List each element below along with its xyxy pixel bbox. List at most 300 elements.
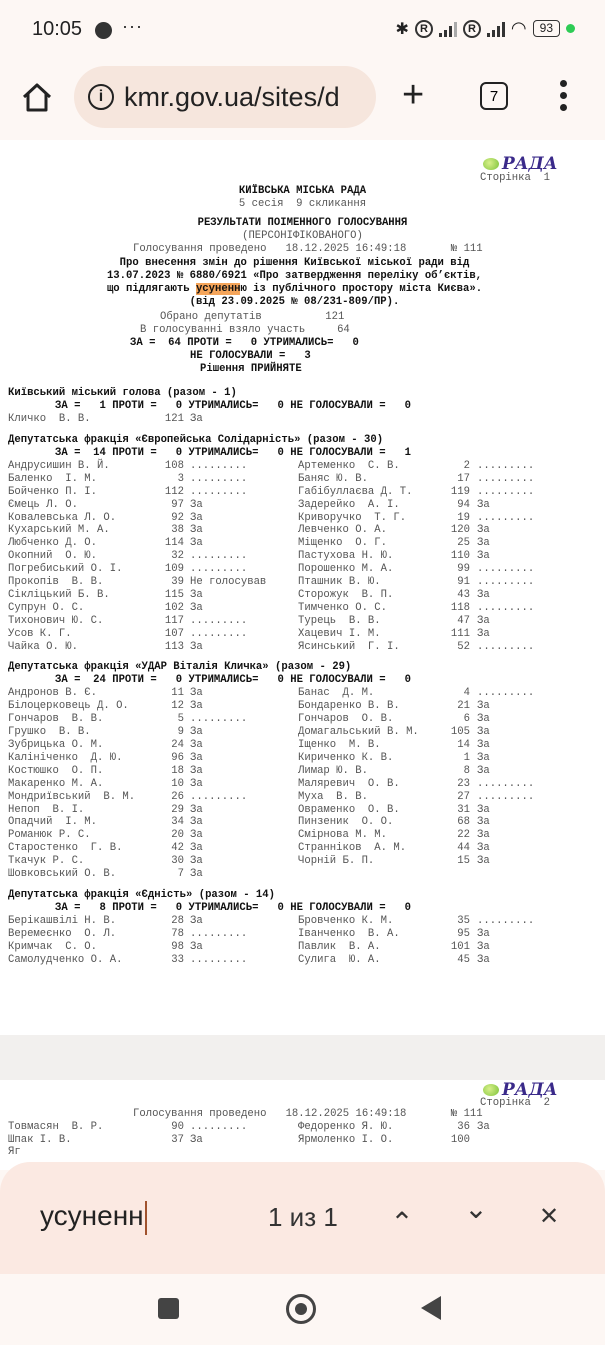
deputy-name: Зубрицька О. М. [8,739,104,751]
table-row [0,602,605,615]
table-row [0,928,605,941]
topic-line-4: (від 23.09.2025 № 08/231-809/ПР). [189,296,400,308]
deputy-vote-status: За [477,627,490,640]
table-row [0,804,605,817]
deputy-vote-number: 110 [450,550,470,563]
deputy-vote-number: 121 [164,413,184,425]
deputy-vote-status: За [190,413,203,425]
table-row [0,486,605,499]
deputy-vote-status: За [477,803,490,816]
deputy-vote-number: 12 [171,700,184,713]
deputy-vote-number: 47 [457,614,470,627]
deputy-vote-status: ......... [477,472,535,485]
participated-count: В голосуванні взяло участь 64 [140,324,350,336]
new-tab-button[interactable]: + [402,74,425,116]
deputy-name: Андрусишин В. Й. [8,459,110,472]
deputy-name: Ярмоленко І. О. [298,1133,394,1146]
deputy-vote-number: 95 [457,927,470,940]
table-row [0,499,605,512]
deputy-vote-number: 68 [457,816,470,829]
table-row [0,413,605,426]
table-row [0,512,605,525]
table-row [0,752,605,765]
deputy-vote-number: 99 [457,563,470,576]
deputy-vote-status: За [477,614,490,627]
topic-line-2: 13.07.2023 № 6880/6921 «Про затвердження переліку об’єктів, [106,270,483,282]
table-row [0,915,605,928]
deputy-vote-status: За [190,842,203,855]
deputy-vote-number: 91 [457,576,470,588]
deputy-vote-number: 118 [450,601,470,614]
deputy-vote-number: 32 [171,550,184,563]
deputy-name: Тимченко О. С. [298,601,388,614]
deputy-vote-status: ......... [477,777,535,790]
faction-summary: ЗА = 1 ПРОТИ = 0 УТРИМАЛИСЬ= 0 НЕ ГОЛОСУВАЛИ = 0 [55,400,412,412]
table-row [0,778,605,791]
deputy-vote-status: За [477,524,490,537]
deputy-vote-status: За [477,713,490,726]
page-break [0,1035,605,1080]
deputy-name: Погребиський О. І. [8,563,123,576]
deputy-name: Шовковський О. В. [8,868,117,880]
deputy-name: Костюшко О. П. [8,764,104,777]
deputy-vote-status: За [190,524,203,537]
session: 5 сесія 9 скликання [238,198,367,210]
deputy-name: Тихонович Ю. С. [8,614,104,627]
deputy-vote-status: За [190,700,203,713]
table-row [0,855,605,868]
deputy-vote-number: 3 [177,472,184,485]
deputy-vote-number: 20 [171,829,184,842]
deputy-vote-status: За [477,550,490,563]
deputy-vote-number: 44 [457,842,470,855]
deputy-vote-number: 100 [450,1133,470,1146]
deputy-vote-status: За [190,816,203,829]
deputy-name: Кримчак С. О. [8,940,98,953]
deputy-vote-status: За [190,739,203,751]
table-row [0,537,605,550]
deputy-name: Кириченко К. В. [298,751,394,764]
deputy-name: Калініченко Д. Ю. [8,751,123,764]
deputy-vote-number: 25 [457,537,470,550]
faction-title: Депутатська фракція «Європейська Солідарність» (разом - 30) [8,433,384,446]
deputy-vote-status: ......... [477,576,535,588]
deputy-vote-number: 15 [457,855,470,868]
deputy-vote-number: 30 [171,855,184,868]
find-query: усуненн [40,1200,144,1231]
doc-subtitle: (ПЕРСОНІФІКОВАНОГО) [242,230,363,242]
deputy-vote-number: 96 [171,751,184,764]
deputy-vote-number: 14 [457,739,470,751]
deputy-name: Пташник В. Ю. [298,576,381,588]
deputy-vote-status: ......... [190,1121,248,1133]
deputy-name: Задерейко А. І. [298,498,400,511]
match-count: 1 из 1 [268,1202,338,1232]
back-button[interactable] [421,1296,441,1320]
deputy-vote-number: 90 [171,1121,184,1133]
faction-title: Депутатська фракція «Єдність» (разом - 14) [8,888,276,901]
deputy-vote-status: За [477,855,490,868]
deputy-vote-number: 23 [457,777,470,790]
deputy-vote-status: ......... [190,472,248,485]
deputy-name: Кухарський М. А. [8,524,110,537]
deputy-name: Сторожук В. П. [298,588,394,601]
clock: 10:05 [32,18,83,40]
deputy-vote-number: 31 [457,803,470,816]
table-row [0,460,605,473]
deputy-vote-number: 29 [171,803,184,816]
deputy-name: Артеменко С. В. [298,459,400,472]
deputy-name: Шпак І. В. [8,1133,72,1146]
table-row [0,954,605,967]
deputy-vote-status: За [190,803,203,816]
deputy-vote-status: За [190,537,203,550]
deputy-vote-status: За [190,868,203,880]
deputy-vote-status: За [477,842,490,855]
deputy-vote-status: ......... [190,563,248,576]
deputy-vote-number: 52 [457,640,470,653]
deputy-name: Опадчий І. М. [8,816,98,829]
deputy-name: Андронов В. Є. [8,687,98,700]
table-row [0,868,605,881]
url-text: kmr.gov.ua/sites/d [124,81,340,112]
deputy-name: Самолудченко О. А. [8,953,123,966]
topic-line-3 [0,283,597,295]
deputy-vote-number: 119 [450,485,470,498]
table-row [0,941,605,954]
text-caret [145,1201,147,1235]
deputy-vote-number: 4 [463,687,470,700]
deputy-vote-number: 6 [463,713,470,726]
deputy-vote-number: 10 [171,777,184,790]
not-voted-total: НЕ ГОЛОСУВАЛИ = 3 [190,350,311,362]
browser-toolbar [0,62,605,138]
deputy-vote-status: ......... [190,627,248,640]
deputy-name: Турець В. В. [298,614,381,627]
deputy-vote-status: ......... [190,790,248,803]
bluetooth-icon: ✱ [395,20,409,38]
deputy-vote-number: 19 [457,511,470,524]
deputy-vote-number: 108 [164,459,184,472]
deputy-name: Чорній Б. П. [298,855,375,868]
deputy-name: Маляревич О. В. [298,777,400,790]
table-row [0,641,605,654]
deputy-vote-number: 109 [164,563,184,576]
table-row [0,713,605,726]
deputy-name: Непоп В. І. [8,803,85,816]
deputy-vote-status: За [477,953,490,966]
deputy-name: Романюк Р. С. [8,829,91,842]
deputy-vote-number: 2 [463,459,470,472]
deputy-vote-number: 120 [450,524,470,537]
search-highlight: усуненн [195,283,241,295]
deputy-vote-status: ......... [190,927,248,940]
faction-summary: ЗА = 24 ПРОТИ = 0 УТРИМАЛИСЬ= 0 НЕ ГОЛОСУВАЛИ = 0 [55,674,412,687]
find-input[interactable] [40,1200,147,1235]
page-number: Сторінка 1 [480,172,550,184]
deputy-vote-number: 112 [164,485,184,498]
deputy-vote-status: За [190,1133,203,1146]
deputy-vote-status: За [190,687,203,700]
faction-summary: ЗА = 8 ПРОТИ = 0 УТРИМАЛИСЬ= 0 НЕ ГОЛОСУВАЛИ = 0 [55,901,412,914]
elected-count: Обрано депутатів 121 [160,311,345,323]
messenger-icon [95,22,112,39]
deputy-name: Гончаров В. В. [8,713,104,726]
deputy-vote-status: За [190,940,203,953]
page-number: Сторінка 2 [480,1097,550,1109]
battery-icon: 93 [533,20,560,37]
org-name: КИЇВСЬКА МІСЬКА РАДА [238,185,367,197]
deputy-name: Іванченко В. А. [298,927,400,940]
deputy-vote-status: ......... [477,459,535,472]
decision: Рішення ПРИЙНЯТЕ [200,363,302,375]
signal-icon-2 [487,21,505,37]
table-row [0,550,605,563]
deputy-name: Федоренко Я. Ю. [298,1121,394,1133]
deputy-name: Порошенко М. А. [298,563,394,576]
deputy-name: Домагальський В. М. [298,726,419,739]
deputy-name: Баленко І. М. [8,472,98,485]
roaming-icon-2: R [463,20,481,38]
system-nav-bar [0,1274,605,1345]
deputy-name: Ясинський Г. І. [298,640,400,653]
deputy-vote-number: 114 [164,537,184,550]
deputy-name: Сікліцький Б. В. [8,588,110,601]
table-row [0,700,605,713]
tab-switcher-button[interactable]: 7 [480,82,508,110]
deputy-vote-number: 105 [450,726,470,739]
deputy-vote-number: 7 [177,868,184,880]
deputy-vote-status: За [477,739,490,751]
deputy-name: Пинзеник О. О. [298,816,394,829]
table-row [0,829,605,842]
deputy-vote-number: 115 [164,588,184,601]
deputy-name: Странніков А. М. [298,842,407,855]
deputy-vote-number: 78 [171,927,184,940]
deputy-vote-number: 33 [171,953,184,966]
status-bar [0,0,605,62]
deputy-vote-number: 98 [171,940,184,953]
vote-info: Голосування проведено 18.12.2025 16:49:18 № 111 [133,1108,483,1120]
deputy-vote-status: ......... [477,640,535,653]
deputy-name: Бойченко П. І. [8,485,98,498]
table-row [0,589,605,602]
deputy-vote-number: 21 [457,700,470,713]
deputy-name: Прокопів В. В. [8,576,104,588]
deputy-name: Міщенко О. Г. [298,537,388,550]
deputy-name: Овраменко О. В. [298,803,400,816]
deputy-name: Товмасян В. Р. [8,1121,104,1133]
deputy-name: Лимар Ю. В. [298,764,368,777]
deputy-name: Супрун О. С. [8,601,85,614]
deputy-name: Бондаренко В. В. [298,700,400,713]
faction-title: Київський міський голова (разом - 1) [8,387,237,399]
deputy-name: Гончаров О. В. [298,713,394,726]
deputy-vote-number: 22 [457,829,470,842]
deputy-vote-number: 26 [171,790,184,803]
deputy-vote-status: За [477,829,490,842]
deputy-vote-number: 107 [164,627,184,640]
next-match-button[interactable]: ⌄ [464,1193,488,1224]
deputy-name: Мондриївський В. М. [8,790,136,803]
deputy-name: Пастухова Н. Ю. [298,550,394,563]
deputy-name: Веремеєнко О. Л. [8,927,117,940]
deputy-vote-status: За [477,816,490,829]
deputy-vote-status: Не голосував [190,576,267,588]
deputy-vote-number: 36 [457,1121,470,1133]
table-row [0,765,605,778]
document-page-1 [0,140,605,1035]
deputy-name: Кличко В. В. [8,413,91,425]
rada-logo: РАДА [483,154,558,174]
deputy-vote-status: За [190,777,203,790]
topic-line-1: Про внесення змін до рішення Київської міської ради від [119,257,470,269]
recents-button[interactable] [158,1298,179,1319]
deputy-vote-status: За [477,927,490,940]
home-button[interactable] [286,1294,316,1324]
deputy-vote-status: ......... [190,459,248,472]
totals: ЗА = 64 ПРОТИ = 0 УТРИМАЛИСЬ= 0 [130,337,359,349]
table-row [0,791,605,804]
faction-summary: ЗА = 14 ПРОТИ = 0 УТРИМАЛИСЬ= 0 НЕ ГОЛОСУВАЛИ = 1 [55,446,412,459]
table-row [0,1121,605,1134]
menu-button[interactable] [560,80,568,116]
table-row [0,473,605,486]
deputy-vote-status: За [477,751,490,764]
deputy-vote-status: ......... [477,687,535,700]
deputy-name: Ковалевська Л. О. [8,511,117,524]
privacy-indicator-icon [566,24,575,33]
deputy-vote-number: 39 [171,576,184,588]
deputy-vote-status: За [190,914,203,927]
deputy-name: Чайка О. Ю. [8,640,78,653]
deputy-vote-number: 17 [457,472,470,485]
deputy-name: Макаренко М. А. [8,777,104,790]
deputy-name: Берікашвілі Н. В. [8,914,117,927]
deputy-vote-status: За [190,764,203,777]
partial-row: Яг [8,1146,21,1158]
deputy-vote-status: ......... [477,511,535,524]
topic-text: що підлягають [106,283,196,295]
table-row [0,563,605,576]
deputy-vote-number: 111 [450,627,470,640]
deputy-name: Іщенко М. В. [298,739,381,751]
deputy-vote-number: 35 [457,914,470,927]
deputy-name: Бровченко К. М. [298,914,394,927]
deputy-vote-number: 27 [457,790,470,803]
rada-logo: РАДА [483,1080,558,1100]
deputy-vote-status: ......... [190,713,248,726]
deputy-vote-number: 24 [171,739,184,751]
deputy-vote-number: 5 [177,713,184,726]
deputy-vote-status: За [190,511,203,524]
deputy-vote-number: 42 [171,842,184,855]
deputy-vote-number: 94 [457,498,470,511]
deputy-name: Сулига Ю. А. [298,953,381,966]
deputy-name: Окопний О. Ю. [8,550,98,563]
more-notifications-icon: ··· [122,16,143,36]
faction-title: Депутатська фракція «УДАР Віталія Кличка» (разом - 29) [8,661,352,674]
deputy-name: Ємець Л. О. [8,498,78,511]
deputy-name: Усов К. Г. [8,627,72,640]
deputy-vote-status: За [477,588,490,601]
deputy-vote-number: 45 [457,953,470,966]
deputy-name: Старостенко Г. В. [8,842,123,855]
deputy-vote-status: За [477,726,490,739]
previous-match-button[interactable]: ⌃ [390,1207,414,1238]
deputy-vote-status: За [190,829,203,842]
deputy-vote-status: За [190,640,203,653]
doc-title: РЕЗУЛЬТАТИ ПОІМЕННОГО ГОЛОСУВАННЯ [197,217,408,229]
deputy-vote-status: ......... [477,601,535,614]
deputy-vote-number: 38 [171,524,184,537]
deputy-vote-status: За [477,764,490,777]
signal-icon [439,21,457,37]
table-row [0,739,605,752]
deputy-vote-status: ......... [190,550,248,563]
table-row [0,628,605,641]
deputy-vote-status: За [477,498,490,511]
deputy-name: Грушко В. В. [8,726,91,739]
roaming-icon: R [415,20,433,38]
deputy-vote-number: 92 [171,511,184,524]
deputy-vote-status: ......... [190,485,248,498]
deputy-name: Банас Д. М. [298,687,375,700]
deputy-vote-status: ......... [190,953,248,966]
deputy-name: Ткачук Р. С. [8,855,85,868]
deputy-name: Левченко О. А. [298,524,388,537]
deputy-name: Криворучко Т. Г. [298,511,407,524]
table-row [0,816,605,829]
deputy-vote-number: 101 [450,940,470,953]
document-page-2 [0,1080,605,1170]
deputy-vote-status: ......... [190,614,248,627]
deputy-name: Смірнова М. М. [298,829,388,842]
deputy-vote-number: 43 [457,588,470,601]
deputy-vote-status: За [190,726,203,739]
deputy-name: Білоцерковець Д. О. [8,700,129,713]
table-row [0,576,605,589]
deputy-vote-number: 28 [171,914,184,927]
deputy-vote-number: 37 [171,1133,184,1146]
deputy-vote-number: 11 [171,687,184,700]
find-in-page-bar [0,1162,605,1274]
deputy-vote-number: 1 [463,751,470,764]
deputy-vote-status: За [477,537,490,550]
site-info-icon[interactable]: i [88,84,114,110]
deputy-vote-status: За [190,588,203,601]
deputy-name: Павлик В. А. [298,940,381,953]
deputy-vote-status: За [190,751,203,764]
address-bar[interactable] [74,66,376,128]
deputy-name: Любченко Д. О. [8,537,98,550]
home-icon[interactable] [20,80,54,114]
deputy-vote-status: За [477,700,490,713]
deputy-name: Муха В. В. [298,790,368,803]
table-row [0,726,605,739]
wifi-icon: ◠ [510,18,527,38]
deputy-vote-number: 113 [164,640,184,653]
deputy-vote-status: ......... [477,485,535,498]
vote-info: Голосування проведено 18.12.2025 16:49:18 № 111 [133,243,483,255]
deputy-vote-status: За [190,855,203,868]
deputy-vote-number: 34 [171,816,184,829]
deputy-vote-status: ......... [477,563,535,576]
close-find-button[interactable]: ✕ [538,1203,560,1230]
deputy-vote-status: За [477,1121,490,1133]
table-row [0,1134,605,1147]
deputy-name: Габібуллаєва Д. Т. [298,485,413,498]
